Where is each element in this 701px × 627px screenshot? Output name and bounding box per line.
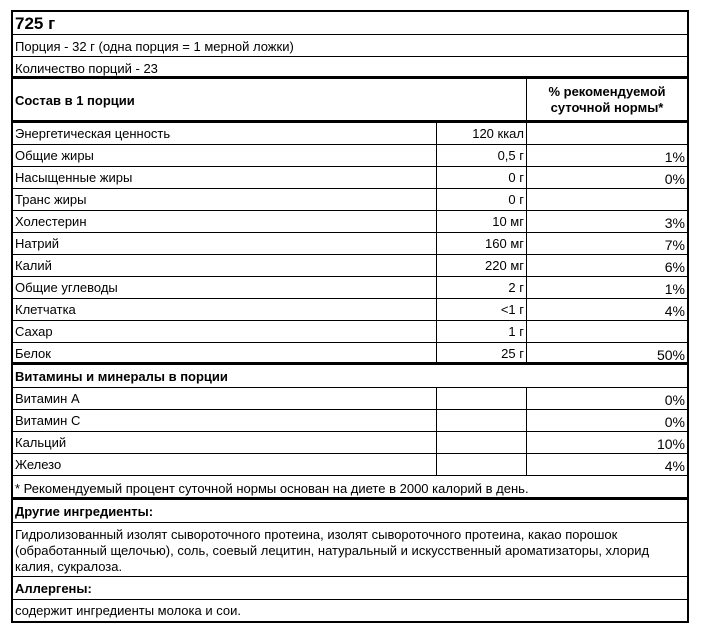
table-row: [13, 145, 687, 167]
table-row: [13, 343, 687, 365]
nutrient-daily-value: [526, 123, 687, 144]
nutrient-daily-value: 6%: [526, 255, 687, 276]
nutrient-amount: 0 г: [436, 167, 526, 188]
table-row: [13, 432, 687, 454]
allergens-heading: Аллергены:: [13, 577, 687, 600]
table-row: [13, 277, 687, 299]
serving-size: Порция - 32 г (одна порция = 1 мерной ложки): [13, 35, 687, 57]
ingredients-text: Гидролизованный изолят сывороточного протеина, изолят сывороточного протеина, какао порошок (обработанный щелочью), соль, соевый лецитин, натуральный и искусственный ароматизаторы, хлорид калия, сукралоза.: [13, 523, 687, 577]
nutrient-amount: 1 г: [436, 321, 526, 342]
nutrient-amount: 220 мг: [436, 255, 526, 276]
composition-table: [13, 123, 687, 365]
nutrient-name: Общие углеводы: [15, 280, 118, 295]
ingredients-heading: Другие ингредиенты:: [13, 500, 687, 523]
vitamins-heading: Витамины и минералы в порции: [13, 365, 687, 388]
nutrient-daily-value: 0%: [526, 410, 687, 431]
nutrient-daily-value: 1%: [526, 145, 687, 166]
nutrient-daily-value: 4%: [526, 454, 687, 475]
nutrient-amount: 10 мг: [436, 211, 526, 232]
composition-heading: Состав в 1 порции: [15, 93, 135, 108]
nutrient-daily-value: 50%: [526, 343, 687, 362]
nutrient-name: Железо: [15, 457, 62, 472]
nutrient-name: Общие жиры: [15, 148, 94, 163]
footnote: * Рекомендуемый процент суточной нормы основан на диете в 2000 калорий в день.: [13, 476, 687, 500]
nutrient-daily-value: 0%: [526, 388, 687, 409]
nutrient-amount: 0 г: [436, 189, 526, 210]
table-row: [13, 233, 687, 255]
table-row: [13, 123, 687, 145]
nutrient-daily-value: [526, 321, 687, 342]
table-row: [13, 255, 687, 277]
nutrient-name: Натрий: [15, 236, 60, 251]
nutrient-name: Витамин А: [15, 391, 80, 406]
nutrient-name: Белок: [15, 346, 51, 361]
nutrient-daily-value: 1%: [526, 277, 687, 298]
nutrient-name: Сахар: [15, 324, 53, 339]
nutrient-name: Калий: [15, 258, 52, 273]
table-row: [13, 299, 687, 321]
nutrient-name: Насыщенные жиры: [15, 170, 133, 185]
serving-count: Количество порций - 23: [13, 57, 687, 79]
allergens-text: содержит ингредиенты молока и сои.: [15, 603, 241, 618]
table-row: [13, 211, 687, 233]
nutrient-amount: [436, 410, 526, 431]
table-row: [13, 189, 687, 211]
nutrient-daily-value: 10%: [526, 432, 687, 453]
nutrient-name: Холестерин: [15, 214, 87, 229]
table-row: [13, 388, 687, 410]
daily-value-heading: % рекомендуемой суточной нормы*: [526, 79, 687, 120]
nutrient-amount: [436, 388, 526, 409]
nutrient-name: Клетчатка: [15, 302, 76, 317]
package-weight: 725 г: [13, 12, 687, 35]
nutrient-name: Кальций: [15, 435, 67, 450]
nutrient-daily-value: [526, 189, 687, 210]
nutrient-name: Энергетическая ценность: [15, 126, 171, 141]
nutrient-amount: <1 г: [436, 299, 526, 320]
nutrient-amount: 120 ккал: [436, 123, 526, 144]
table-row: [13, 167, 687, 189]
nutrient-daily-value: 4%: [526, 299, 687, 320]
nutrient-amount: 2 г: [436, 277, 526, 298]
composition-header: [13, 79, 687, 123]
table-row: [13, 454, 687, 476]
nutrient-name: Витамин С: [15, 413, 81, 428]
nutrient-daily-value: 0%: [526, 167, 687, 188]
table-row: [13, 410, 687, 432]
nutrient-amount: 25 г: [436, 343, 526, 362]
table-row: [13, 321, 687, 343]
nutrient-amount: [436, 432, 526, 453]
nutrient-daily-value: 7%: [526, 233, 687, 254]
nutrient-name: Транс жиры: [15, 192, 87, 207]
nutrient-amount: 160 мг: [436, 233, 526, 254]
nutrient-daily-value: 3%: [526, 211, 687, 232]
nutrient-amount: [436, 454, 526, 475]
vitamins-table: [13, 388, 687, 476]
nutrition-facts-label: [11, 10, 689, 623]
nutrient-amount: 0,5 г: [436, 145, 526, 166]
